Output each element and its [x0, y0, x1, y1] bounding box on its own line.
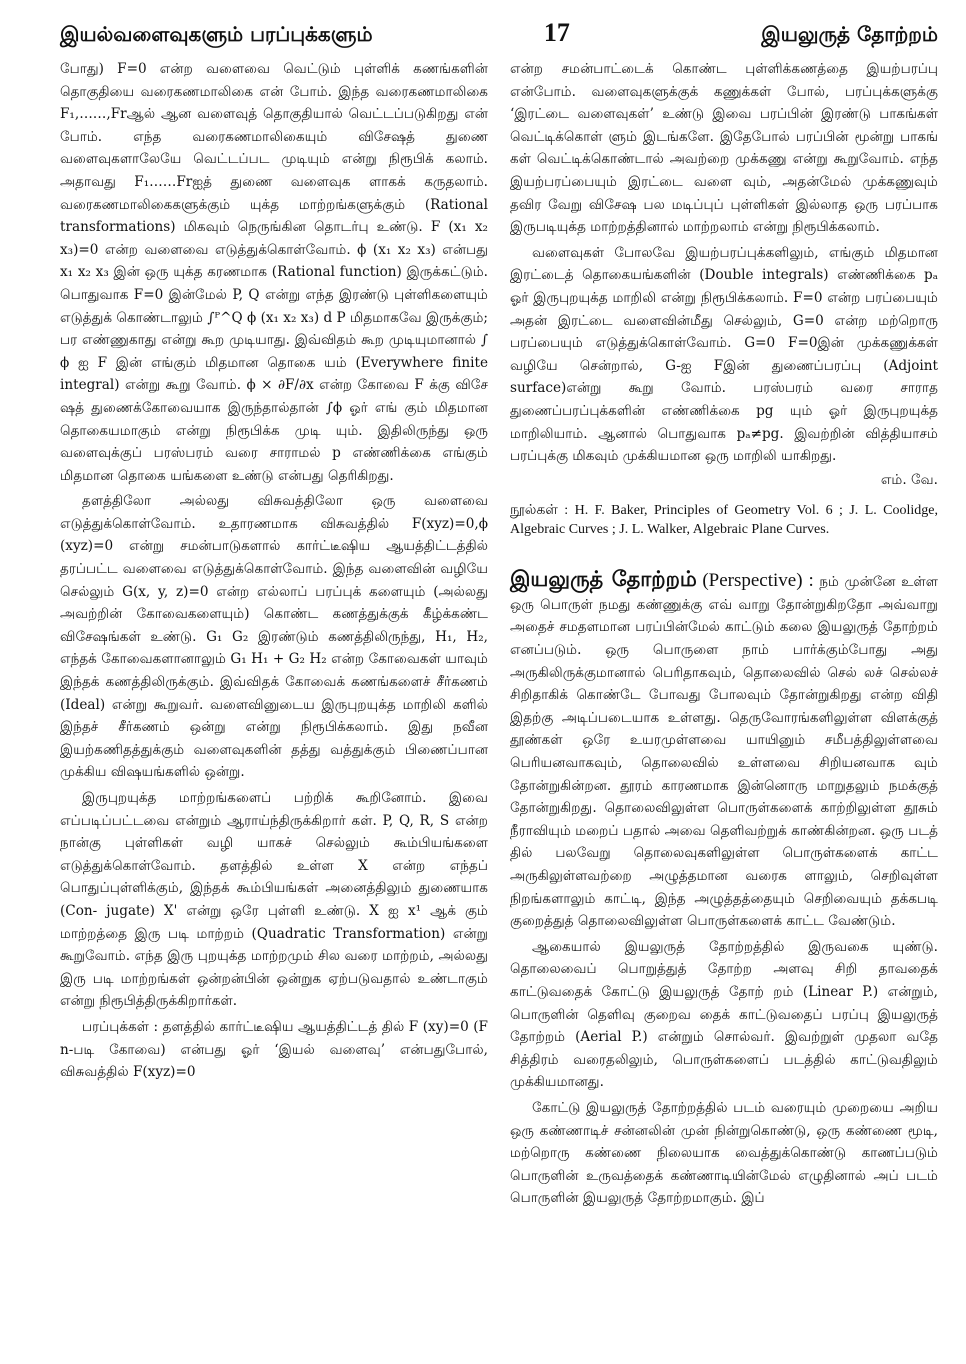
- text-columns: [60, 58, 938, 1213]
- page-number: 17: [543, 18, 570, 47]
- paragraph: வளைவுகள் போலவே இயற்பரப்புக்களிலும், எங்கும் மிதமான இரட்டைத் தொகையங்களின் (Double integrals) எண்ணிக்கை pₐ ஓர் இருபுறயுக்த மாறிலி என்று நிரூபிக்கலாம். F=0 என்ற பரப்பையும் அதன் இரட்டை வளைவின்மீது செல்லும், G=0 என்ற மற்றொரு பரப்பையும் எடுத்துக்கொள்வோம். G=0 F=0இன் முக்கணுக்கள் வழியே சென்றால், G-ஐ Fஇன் துணைப்பரப்பு (Adjoint surface)என்று கூறு வோம். பரஸ்பரம் வரை சாராத துணைப்பரப்புக்களின் எண்ணிக்கை pg யும் ஓர் இருபுறயுக்த மாறிலியாம். ஆனால் பொதுவாக pₐ≠pg. இவற்றின் வித்தியாசம் பரப்புக்கு மிகவும் முக்கியமான ஒரு மாறிலி யாகிறது.: [510, 244, 938, 465]
- entry-title-english: (Perspective) :: [702, 570, 814, 592]
- paragraph: ஆகையால் இயலுருத் தோற்றத்தில் இருவகை யுண்டு. தொலைவைப் பொறுத்துத் தோற்ற அளவு சிறி தாவதைக் காட்டுவதைக் கோட்டு இயலுருத் தோற் றம் (Linear P.) என்றும், பொருளின் தெளிவு குறைவ தைக் காட்டுவதைப் பரப்பு இயலுருத் தோற்றம் (Aerial P.) என்றும் சொல்வர். இவற்றுள் முதலா வதே சித்திரம் வரைதலிலும், பொருள்களைப் படத்தில் காட்டுவதிலும் முக்கியமானது.: [510, 938, 938, 1091]
- running-header: [60, 18, 938, 58]
- entry-text: நம் முன்னே உள்ள ஒரு பொருள் நமது கண்ணுக்கு எவ் வாறு தோன்றுகிறதோ அவ்வாறு அதைச் சமதளமான பரப்பின்மேல் காட்டும் கலை இயலுருத் தோற்றம் எனப்படும். ஒரு பொருளை நாம் பார்க்கும்போது அது அருகிலிருக்குமானால் பெரிதாகவும், தொலைவில் செல் லச் செல்லச் சிறிதாகிக் கொண்டே போவது போலவும் தோன்றுகிறது என்ற விதி இதற்கு அடிப்படையாக உள்ளது. தெருவோரங்களிலுள்ள விளக்குத் தூண்கள் ஒரே உயரமுள்ளவை யாயினும் சமீபத்திலுள்ளவை பெரியனவாகவும், தொலைவில் உள்ளவை சிறியனவாக வும் தோன்றுகின்றன. தூரம் காரணமாக இன்னொரு மாறுதலும் நமக்குத் தோன்றுகிறது. தொலைவிலுள்ள பொருள்களைக் காற்றிலுள்ள தூசும் நீராவியும் மறைப் பதால் அவை தெளிவற்றுக் காண்கின்றன. ஒரு படத் தில் பலவேறு தொலைவுகளிலுள்ள பொருள்களைக் காட்ட அருகிலுள்ளவற்றை அழுத்தமான வரைக ளாலும், செறிவுள்ள நிறங்களாலும் காட்டி, இந்த அழுத்தத்தையும் செறிவையும் தக்கபடி குறைத்துத் தொலைவிலுள்ள பொருள்களைக் காட்ட வேண்டும்.: [510, 574, 938, 930]
- paragraph: இருபுறயுக்த மாற்றங்களைப் பற்றிக் கூறினோம். இவை எப்படிப்பட்டவை என்றும் ஆராய்ந்திருக்கிறார் கள். P, Q, R, S என்ற நான்கு புள்ளிகள் வழி யாகச் செல்லும் கூம்பியங்களை எடுத்துக்கொள்வோம். தளத்தில் உள்ள X என்ற எந்தப் பொதுப்புள்ளிக்கும், இந்தக் கூம்பியங்கள் அனைத்திலும் துணையாக (Con- jugate) X' என்று ஒரே புள்ளி உண்டு. X ஐ x¹ ஆக் கும் மாற்றத்தை இரு படி மாற்றம் (Quadratic Transformation) என்று கூறுவோம். எந்த இரு புறயுக்த மாற்றமும் சில வரை மாற்றம், அல்லது இரு படி மாற்றங்கள் ஒன்றன்பின் ஒன்றுக ஏற்படுவதால் உண்டாகும் என்று நிரூபித்திருக்கிறார்கள்.: [60, 790, 488, 1010]
- entry-title: இயலுருத் தோற்றம்: [510, 567, 697, 592]
- paragraph: தளத்திலோ அல்லது விசுவத்திலோ ஒரு வளைவை எடுத்துக்கொள்வோம். உதாரணமாக விசுவத்தில் F(xyz)=0,ϕ (xyz)=0 என்று சமன்பாடுகளால் கார்ட்டீஷிய ஆயத்திட்டத்தில் தரப்பட்ட வளைவை எடுத்துக்கொள்வோம். இந்த வளைவின் வழியே செல்லும் G(x, y, z)=0 என்ற எல்லாப் பரப்புக் களையும் (அல்லது அவற்றின் கோவைகளையும்) கொண்ட கணத்துக்குக் கீழ்க்கண்ட விசேஷங்கள் உண்டு. G₁ G₂ இரண்டும் கணத்திலிருந்து, H₁, H₂, எந்தக் கோவைகளானாலும் G₁ H₁ + G₂ H₂ என்ற கோவைகள் யாவும் இந்தக் கணத்திலிருக்கும். இவ்விதக் கோவைக் கணங்களைச் சீர்கணம் (Ideal) என்று கூறுவர். வளைவினுடைய இருபுறயுக்த மாறிலி களில் இந்தச் சீர்கணம் ஒன்று என்று நிரூபிக்கலாம். இது நவீன இயற்கணிதத்துக்கும் வளைவுகளின் தத்து வத்துக்கும் பிணைப்பான முக்கிய விஷயங்களில் ஒன்று.: [60, 493, 488, 781]
- paragraph: என்ற சமன்பாட்டைக் கொண்ட புள்ளிக்கணத்தை இயற்பரப்பு என்போம். வளைவுகளுக்குக் கணுக்கள் போல், பரப்புக்களுக்கு ‘இரட்டை வளைவுகள்’ உண்டு இவை பரப்பின் இரண்டு பாகங்கள் வெட்டிக்கொள் ளும் இடங்களே. இதேபோல் பரப்பின் மூன்று பாகங் கள் வெட்டிக்கொண்டால் அவற்றை முக்கணு என்று கூறுவோம். எந்த இயற்பரப்பையும் இரட்டை வளை வும், அதன்மேல் முக்கணுவும் தவிர வேறு விசேஷ பல மடிப்புப் புள்ளிகள் இல்லாத ஒரு பரப்பாக இருபடியுக்த மாற்றத்தினால் மாற்றலாம் என்று நிரூபிக்கலாம்.: [510, 61, 938, 236]
- spacer: [510, 542, 938, 568]
- running-header-left: இயல்வளைவுகளும் பரப்புக்களும்: [60, 22, 373, 46]
- references: நூல்கள் : H. F. Baker, Principles of Geometry Vol. 6 ; J. L. Coolidge, Algebraic Curves ; J. L. Walker, Algebraic Plane Curves.: [510, 503, 938, 538]
- running-header-right: இயலுருத் தோற்றம்: [761, 22, 938, 46]
- paragraph: பரப்புக்கள் : தளத்தில் கார்ட்டீஷிய ஆயத்திட்டத் தில் F (xy)=0 (F n-படி கோவை) என்பது ஓர் ‘இயல் வளைவு’ என்பதுபோல், விசுவத்தில் F(xyz)=0: [60, 1018, 488, 1081]
- left-column: [60, 58, 488, 1213]
- entry-opening: [510, 568, 938, 933]
- paragraph: கோட்டு இயலுருத் தோற்றத்தில் படம் வரையும் முறையை அறிய ஒரு கண்ணாடிச் சன்னலின் முன் நின்றுகொண்டு, ஒரு கண்ணை மூடி, மற்றொரு கண்ணை நிலையாக வைத்துக்கொண்டு காணப்படும் பொருளின் உருவத்தைக் கண்ணாடியின்மேல் எழுதினால் அப் படம் பொருளின் இயலுருத் தோற்றமாகும். இப்: [510, 1099, 938, 1207]
- right-column: [510, 58, 938, 1213]
- paragraph: போது) F=0 என்ற வளைவை வெட்டும் புள்ளிக் கணங்களின் தொகுதியை வரைகணமாலிகை என் போம். இந்த வரைகணமாலிகை F₁,……,Frஆல் ஆன வளைவுத் தொகுதியால் வெட்டப்படுகிறது என் போம். எந்த வரைகணமாலிகையும் விசேஷத் துணை வளைவுகளாலேயே வெட்டப்பட முடியும் என்று நிரூபிக் கலாம். அதாவது F₁……Frஐத் துணை வளைவுக ளாகக் கருதலாம். வரைகணமாலிகைகளுக்கும் யுக்த மாற்றங்களுக்கும் (Rational transformations) மிகவும் நெருங்கின தொடர்பு உண்டு. F (x₁ x₂ x₃)=0 என்ற வளைவை எடுத்துக்கொள்வோம். ϕ (x₁ x₂ x₃) என்பது x₁ x₂ x₃ இன் ஒரு யுக்த கரணமாக (Rational function) இருக்கட்டும். பொதுவாக F=0 இன்மேல் P, Q என்று எந்த இரண்டு புள்ளிகளையும் எடுத்துக் கொண்டாலும் ∫ᴾ^Q ϕ (x₁ x₂ x₃) d P மிதமாகவே இருக்கும்; பர எண்ணுகாது என்று கூற முடியாது. இவ்விதம் கூற முடியுமானால் ∫ ϕ ஐ F இன் எங்கும் மிதமான தொகை யம் (Everywhere finite integral) என்று கூறு வோம். ϕ × ∂F/∂x என்ற கோவை F க்கு விசே ஷத் துணைக்கோவையாக இருந்தால்தான் ∫ϕ ஓர் எங் கும் மிதமான தொகையமாகும் என்று நிரூபிக்க முடி யும். இதிலிருந்து ஒரு வளைவுக்குப் பரஸ்பரம் வரை சாராமல் p எண்ணிக்கை எங்கும் மிதமான தொகை யங்களை உண்டு என்பது தெரிகிறது.: [60, 61, 488, 484]
- author-signature: எம். வே.: [880, 471, 938, 488]
